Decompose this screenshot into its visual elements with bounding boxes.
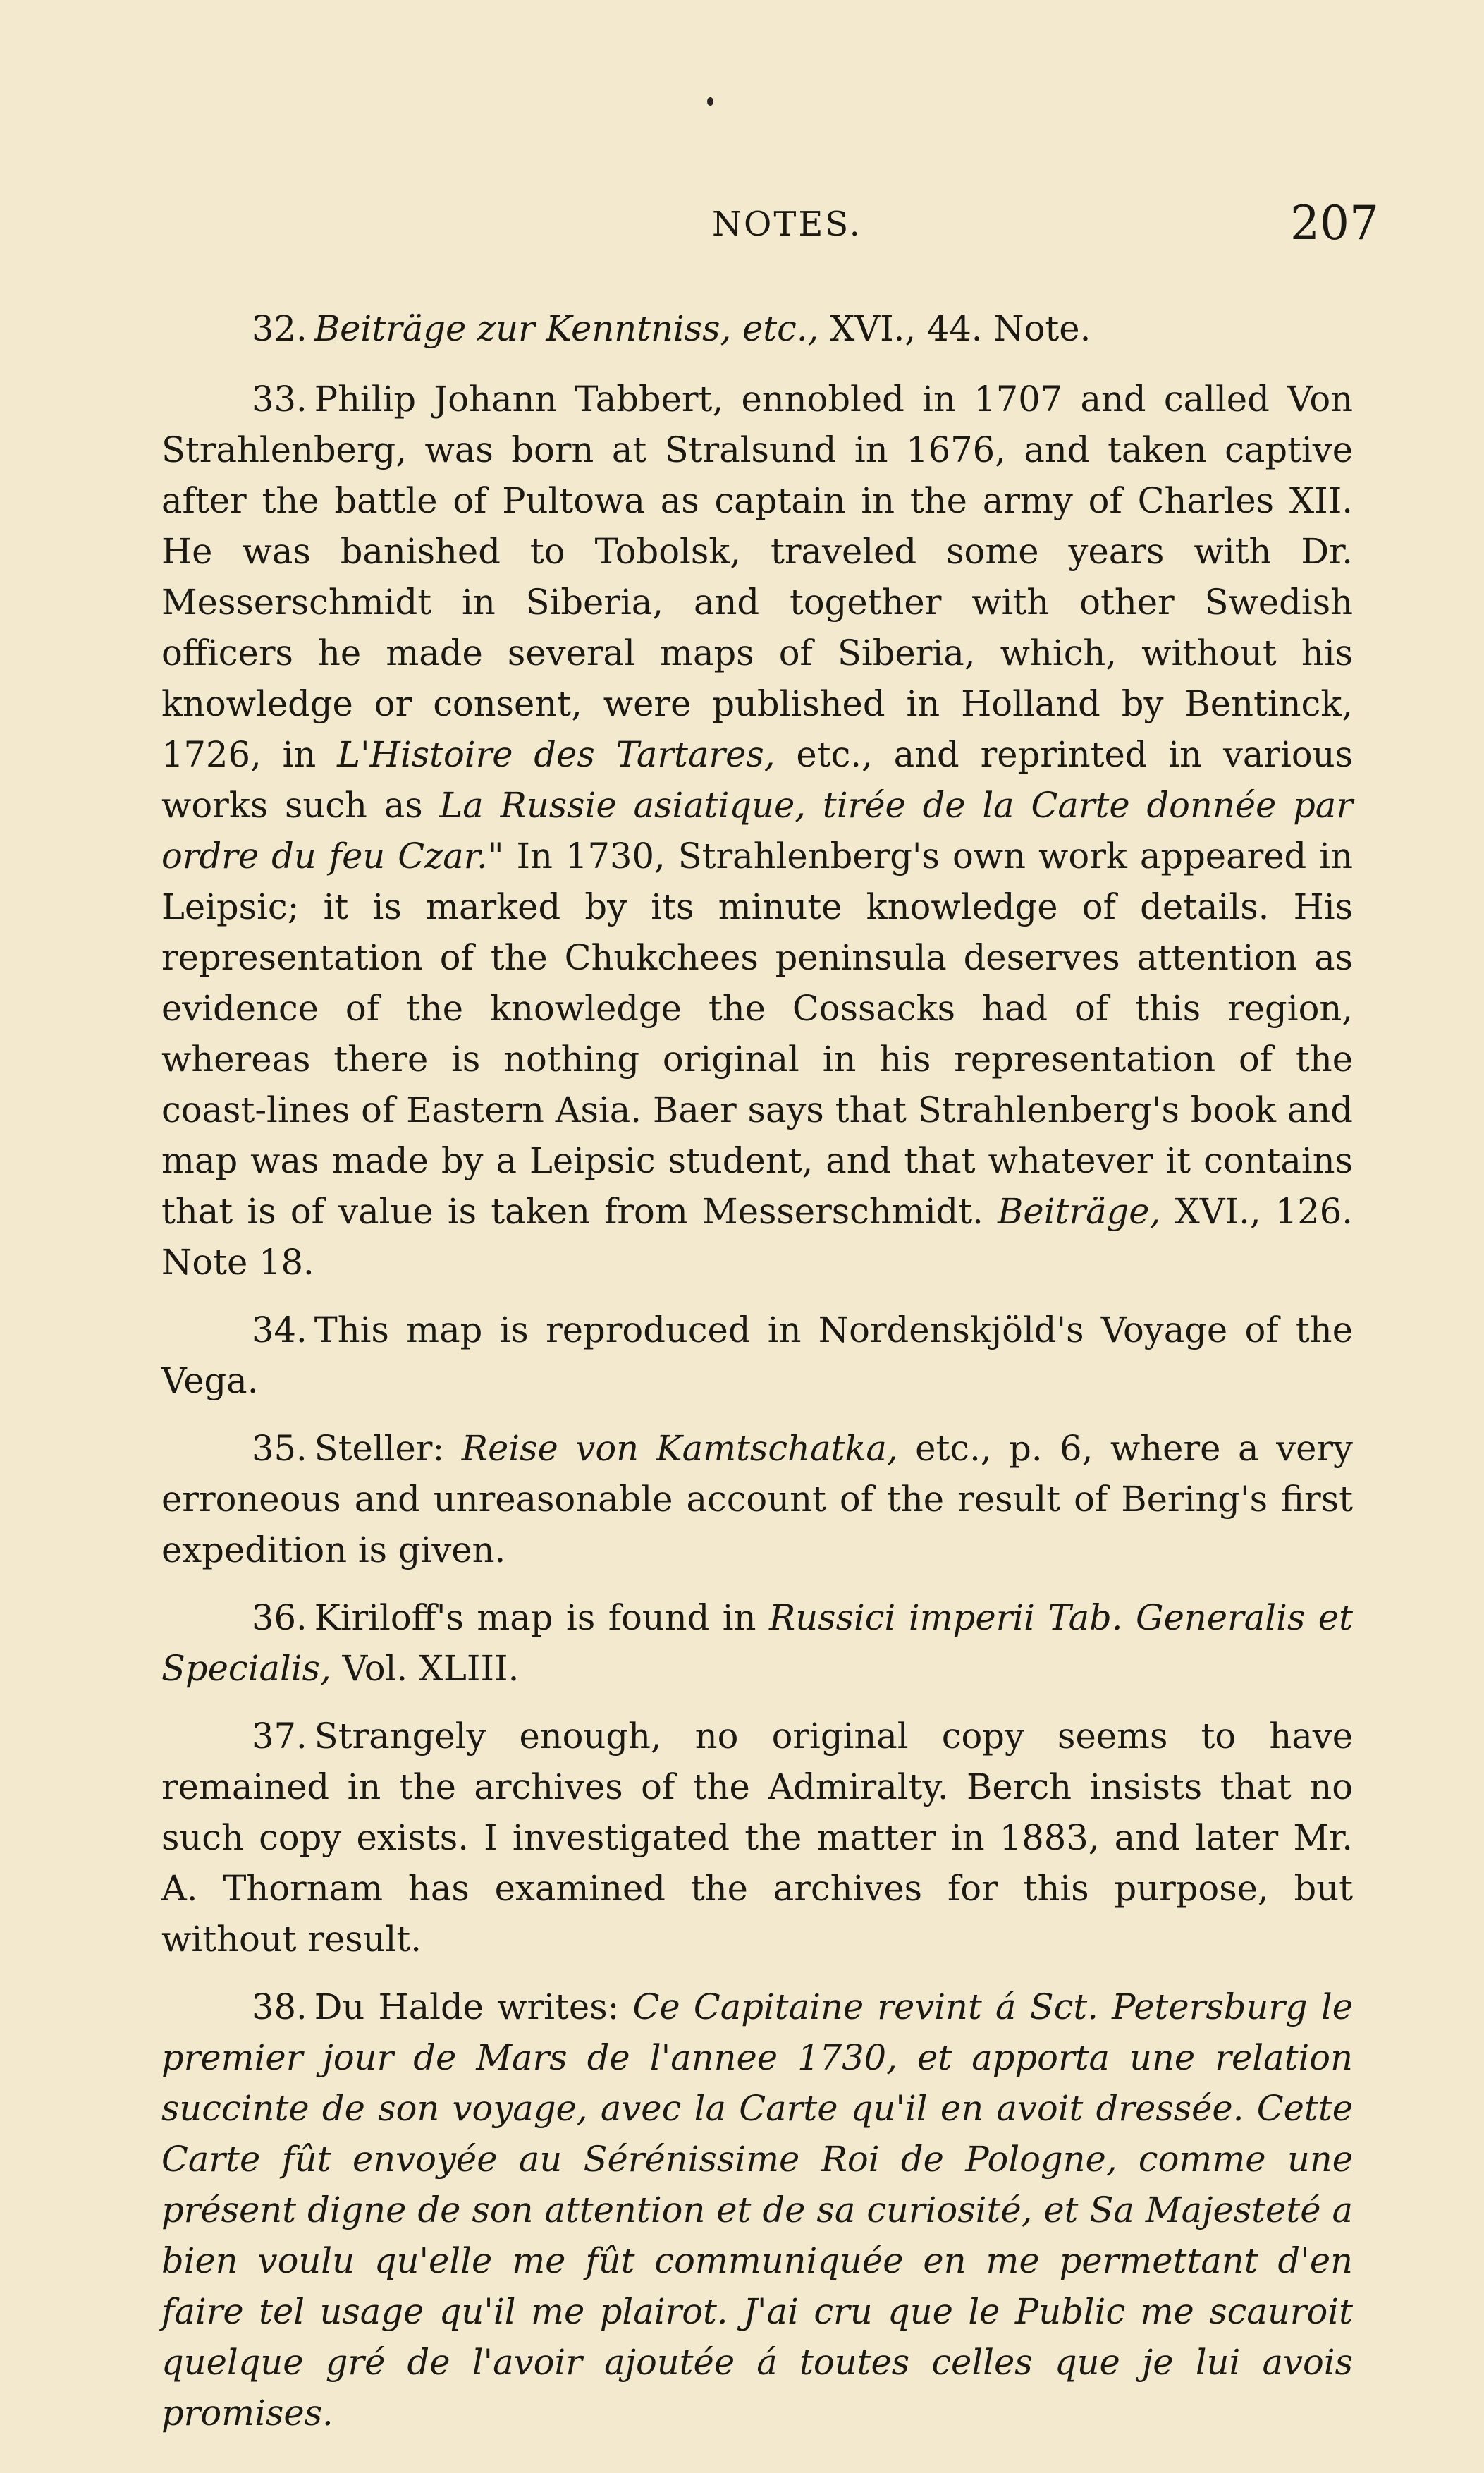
note-italic: Ce Capitaine revint á Sct. Petersburg le premier jour de Mars de l'annee 1730, et apporta une relation succinte de son voyage, avec la Carte qu'il en avoit dressée. Cette Carte fût envoyée au Sérénissime Roi de Pologne, comme une présent digne de son attention et de sa curiosité, et Sa Majesteté a bien voulu qu'elle me fût communiquée en me permettant d'en faire tel usage qu'il me plairot. J'ai cru que le Public me scauroit quelque gré de l'avoir ajoutée á toutes celles que je lui avois promises. bbox=[161, 1986, 1353, 2434]
page-number: 207 bbox=[1290, 196, 1379, 250]
note-text: etc., p. 6, where a very erroneous and unreasonable account of the result of Bering's first expedition is given. bbox=[161, 1428, 1353, 1570]
ink-speck bbox=[707, 97, 713, 106]
running-head-title: NOTES. bbox=[712, 204, 862, 244]
note-number: 34. bbox=[252, 1309, 307, 1350]
note-number: 37. bbox=[252, 1716, 307, 1757]
note-text: etc., and reprinted in various works such as bbox=[161, 734, 1353, 826]
note-text: This map is reproduced in Nordenskjöld's Voyage of the Vega. bbox=[161, 1309, 1353, 1401]
note-number: 36. bbox=[252, 1597, 307, 1638]
note-35 bbox=[161, 1423, 1353, 1575]
note-text: Du Halde writes: bbox=[314, 1986, 633, 2027]
note-36 bbox=[161, 1592, 1353, 1694]
note-38 bbox=[161, 1982, 1353, 2438]
note-italic: Beiträge, bbox=[998, 1191, 1161, 1232]
note-32 bbox=[161, 303, 1353, 354]
note-34 bbox=[161, 1305, 1353, 1406]
note-italic: Beiträge zur Kenntniss, etc., bbox=[314, 308, 819, 349]
note-text: Vol. XLIII. bbox=[331, 1648, 520, 1689]
note-text: Philip Johann Tabbert, ennobled in 1707 and called Von Strahlenberg, was born at Stralsund in 1676, and taken captive after the battle of Pultowa as captain in the army of Charles XII. He was banished to Tobolsk, traveled some years with Dr. Messerschmidt in Siberia, and together with other Swedish officers he made several maps of Siberia, which, without his knowledge or consent, were published in Holland by Bentinck, 1726, in bbox=[161, 379, 1353, 775]
note-text: XVI., 126. Note 18. bbox=[161, 1191, 1353, 1283]
note-number: 33. bbox=[252, 379, 307, 420]
note-number: 38. bbox=[252, 1986, 307, 2027]
note-text: Kiriloff's map is found in bbox=[314, 1597, 770, 1638]
note-text: XVI., 44. Note. bbox=[818, 308, 1091, 349]
note-text: Strangely enough, no original copy seems to have remained in the archives of the Admiralty. Berch insists that no such copy exists. I investigated the matter in 1883, and later Mr. A. Thornam has examined the archives for this purpose, but without result. bbox=[161, 1716, 1353, 1960]
note-text: " In 1730, Strahlenberg's own work appeared in Leipsic; it is marked by its minute knowledge of details. His representation of the Chukchees peninsula deserves attention as evidence of the knowledge the Cossacks had of this region, whereas there is nothing original in his representation of the coast-lines of Eastern Asia. Baer says that Strahlenberg's book and map was made by a Leipsic student, and that whatever it contains that is of value is taken from Messerschmidt. bbox=[161, 836, 1353, 1232]
note-33 bbox=[161, 374, 1353, 1288]
note-number: 35. bbox=[252, 1428, 307, 1469]
note-italic: Reise von Kamtschatka, bbox=[461, 1428, 898, 1469]
notes-list bbox=[161, 303, 1353, 2455]
note-37 bbox=[161, 1711, 1353, 1965]
note-text: Steller: bbox=[314, 1428, 462, 1469]
running-head bbox=[0, 196, 1484, 252]
note-number: 32. bbox=[252, 308, 307, 349]
note-italic: La Russie asiatique, tirée de la Carte donnée par ordre du feu Czar. bbox=[161, 785, 1353, 877]
note-italic: Russici imperii Tab. Generalis et Specialis, bbox=[161, 1597, 1353, 1689]
note-italic: L'Histoire des Tartares, bbox=[337, 734, 775, 775]
